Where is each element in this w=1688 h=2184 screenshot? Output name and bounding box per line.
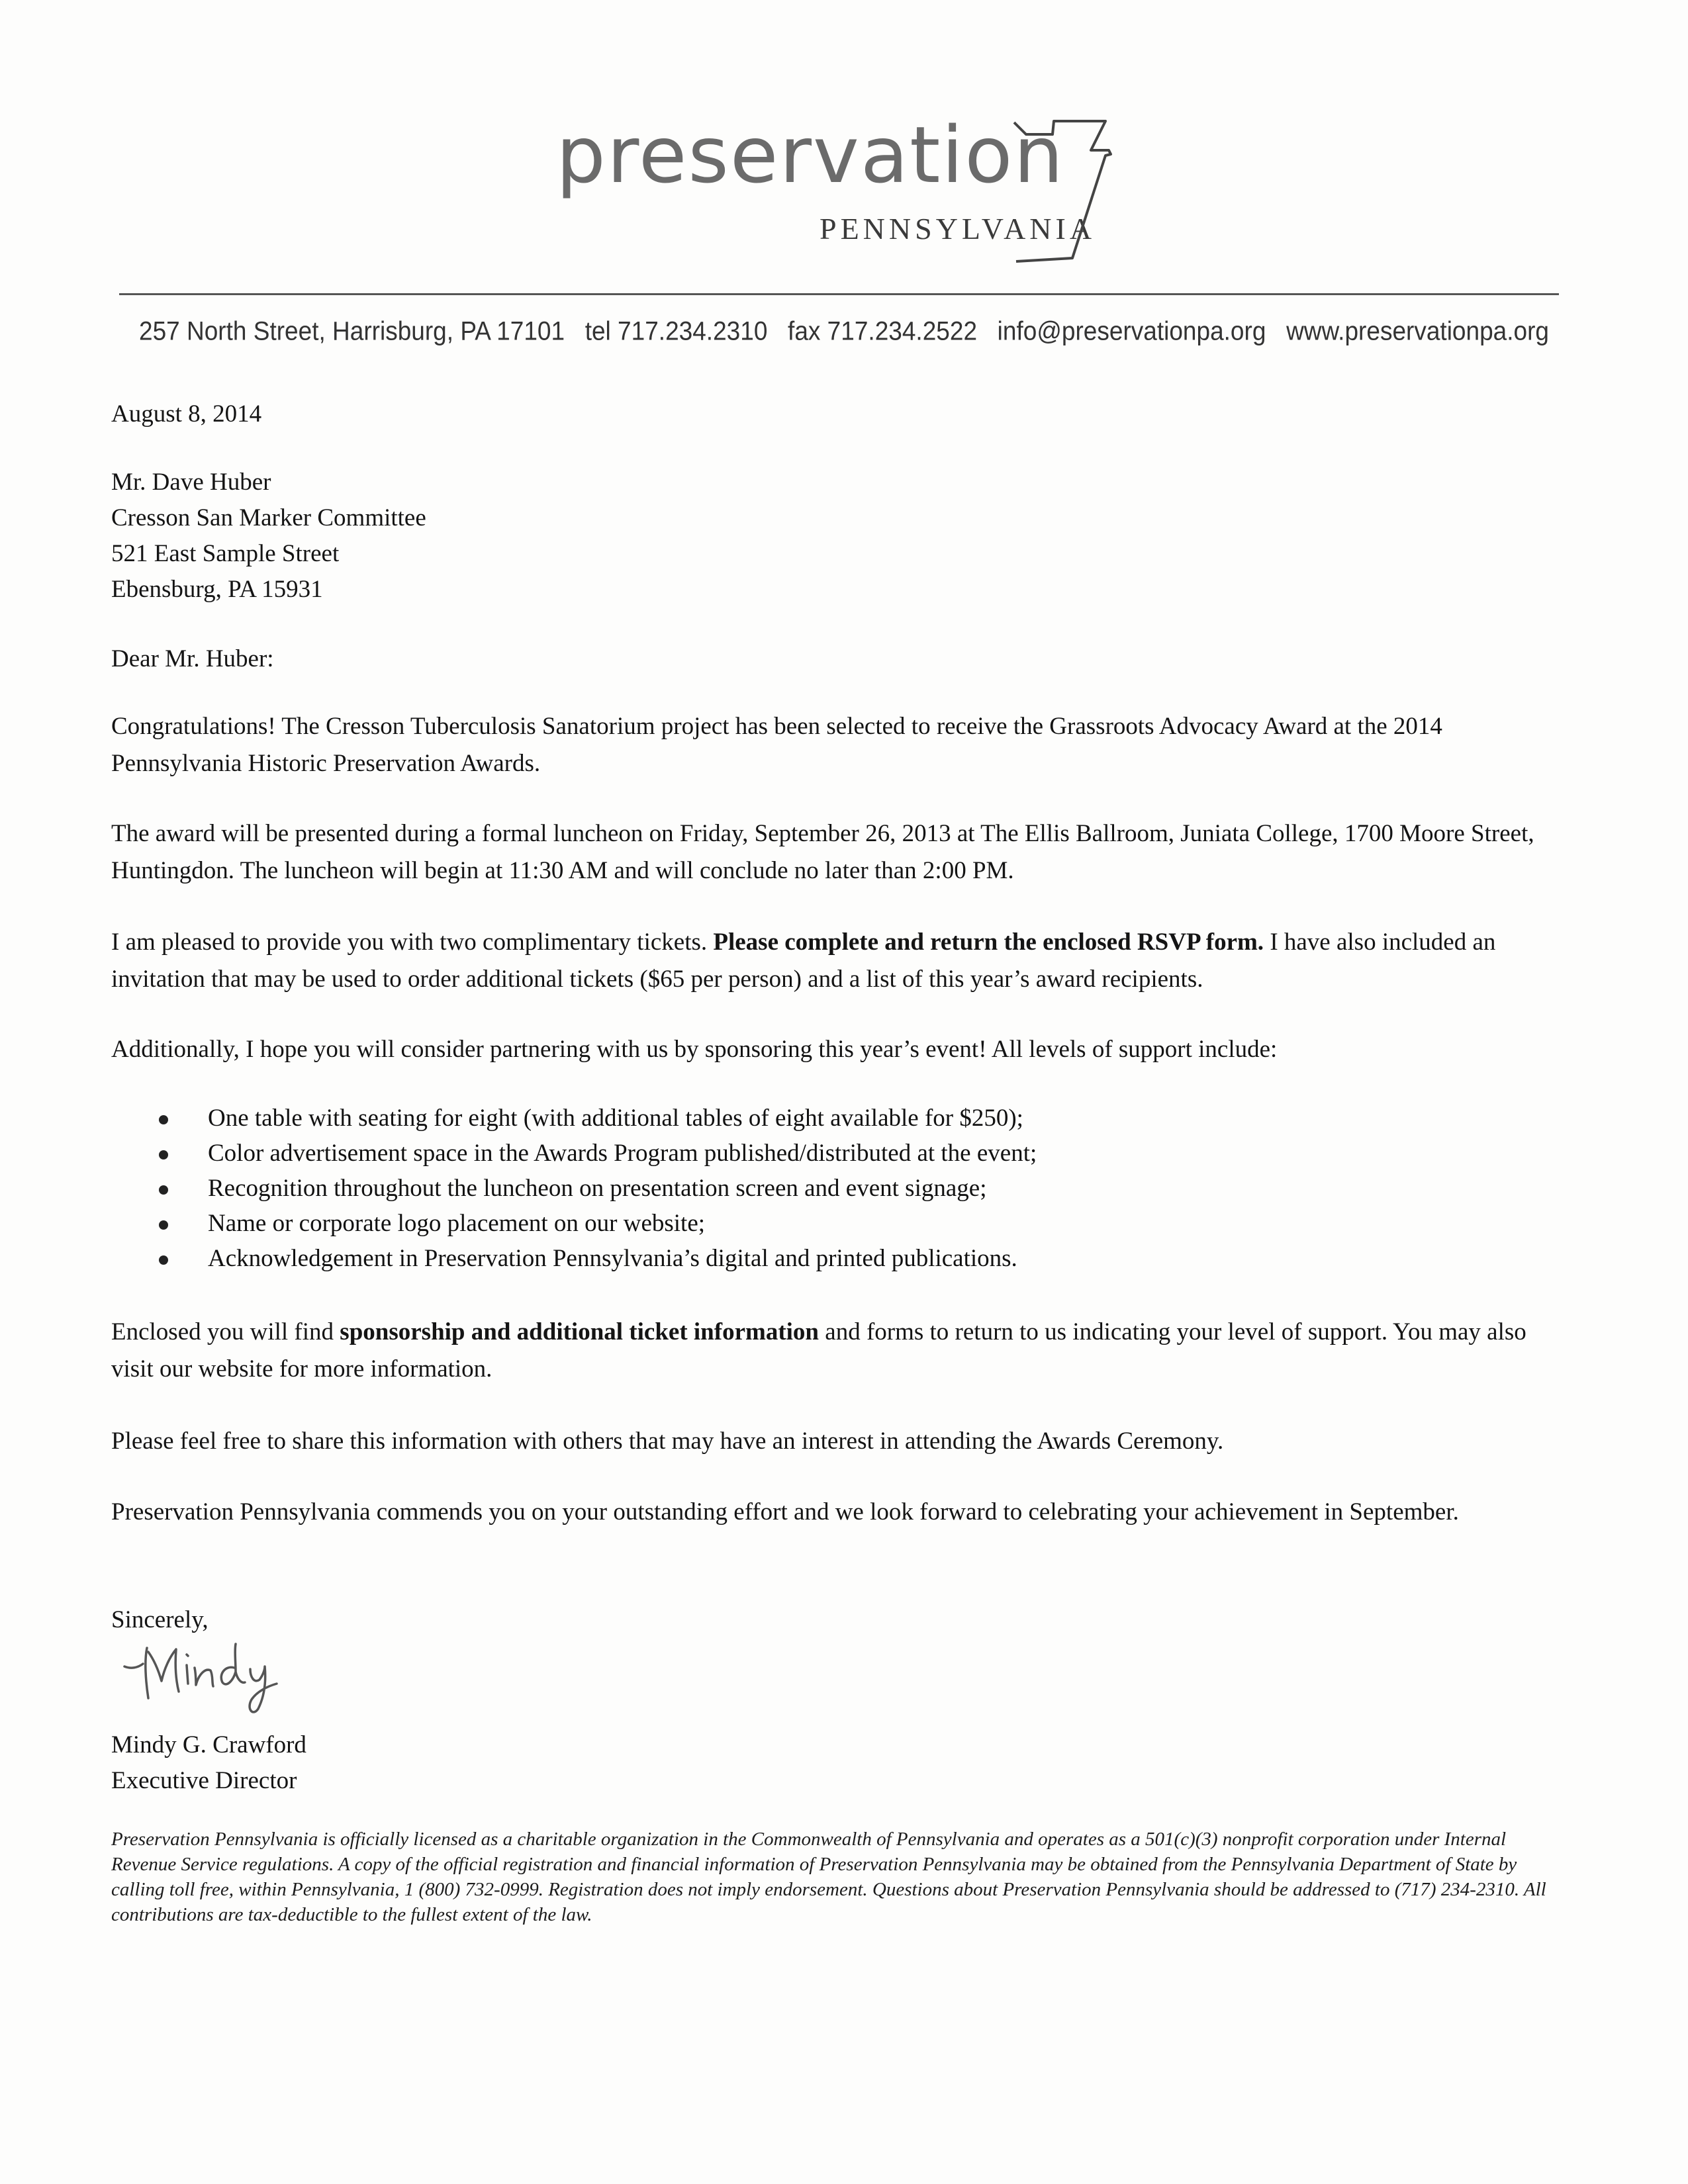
paragraph-commendation: Preservation Pennsylvania commends you on your outstanding effort and we look forward to celebrating your achievement in September. (111, 1498, 1459, 1525)
list-item: Acknowledgement in Preservation Pennsylvania’s digital and printed publications. (111, 1241, 1561, 1276)
letterhead-divider (119, 293, 1559, 295)
paragraph-enclosures-start: Enclosed you will find (111, 1318, 340, 1345)
recipient-organization: Cresson San Marker Committee (111, 504, 426, 531)
list-item: Color advertisement space in the Awards Program published/distributed at the event; (111, 1136, 1561, 1171)
paragraph-enclosures (111, 1314, 1561, 1388)
paragraph-tickets-end: I have also included an invitation that may be used to order additional tickets ($65 per person) and a list of this year’s award recipients. (111, 929, 1496, 993)
enclosure-highlight: sponsorship and additional ticket information (340, 1318, 820, 1345)
org-email: info@preservationpa.org (997, 316, 1266, 346)
bullet-icon (159, 1220, 168, 1230)
list-item: Recognition throughout the luncheon on presentation screen and event signage; (111, 1171, 1561, 1206)
letter-date: August 8, 2014 (111, 400, 262, 428)
closing: Sincerely, (111, 1606, 209, 1633)
bullet-icon (159, 1150, 168, 1160)
org-website: www.preservationpa.org (1286, 316, 1549, 346)
paragraph-enclosures-end: and forms to return to us indicating your level of support. You may also visit our website for more information. (111, 1318, 1526, 1383)
paragraph-sponsorship: Additionally, I hope you will consider partnering with us by sponsoring this year’s event! All levels of support include: (111, 1036, 1278, 1063)
org-address: 257 North Street, Harrisburg, PA 17101 (139, 316, 565, 346)
org-telephone: tel 717.234.2310 (585, 316, 768, 346)
handwritten-signature (118, 1635, 290, 1721)
sponsorship-benefits-list (111, 1101, 1561, 1276)
signer-title: Executive Director (111, 1767, 297, 1794)
paragraph-share: Please feel free to share this information with others that may have an interest in attending the Awards Ceremony. (111, 1428, 1224, 1455)
recipient-address (111, 465, 1561, 608)
list-item: Name or corporate logo placement on our website; (111, 1206, 1561, 1241)
paragraph-congratulations: Congratulations! The Cresson Tuberculosis Sanatorium project has been selected to receive the Grassroots Advocacy Award at the 2014 Pennsylvania Historic Preservation Awards. (111, 713, 1442, 777)
bullet-icon (159, 1185, 168, 1195)
org-fax: fax 717.234.2522 (788, 316, 978, 346)
paragraph-tickets (111, 924, 1561, 998)
list-item: One table with seating for eight (with additional tables of eight available for $250); (111, 1101, 1561, 1136)
keystone-icon (980, 116, 1139, 271)
logo-wordmark: preservation (556, 109, 1065, 201)
preservation-pennsylvania-logo (556, 109, 1139, 275)
rsvp-instruction: Please complete and return the enclosed RSVP form. (713, 929, 1264, 956)
bullet-icon (159, 1255, 168, 1265)
signer-name: Mindy G. Crawford (111, 1731, 306, 1758)
footer-legal-notice: Preservation Pennsylvania is officially licensed as a charitable organization in the Commonwealth of Pennsylvania and operates as a 501(c)(3) nonprofit corporation under Internal Revenue Service regulations. A copy of the official registration and financial information of Preservation Pennsylvania may be obtained from the Pennsylvania Department of State by calling toll free, within Pennsylvania, 1 (800) 732-0999. Registration does not imply endorsement. Questions about Preservation Pennsylvania should be addressed to (717) 234-2310. All contributions are tax-deductible to the fullest extent of the law. (111, 1829, 1546, 1925)
recipient-street: 521 East Sample Street (111, 540, 340, 567)
bullet-icon (159, 1115, 168, 1124)
paragraph-event-details: The award will be presented during a formal luncheon on Friday, September 26, 2013 at The Ellis Ballroom, Juniata College, 1700 Moore Street, Huntingdon. The luncheon will begin at 11:30 AM and will conclude no later than 2:00 PM. (111, 820, 1534, 884)
logo-subtitle: PENNSYLVANIA (820, 212, 1096, 246)
recipient-name: Mr. Dave Huber (111, 469, 271, 496)
paragraph-tickets-start: I am pleased to provide you with two complimentary tickets. (111, 929, 714, 956)
signer-block (111, 1727, 1561, 1799)
salutation: Dear Mr. Huber: (111, 645, 274, 672)
letterhead-contact-line (139, 316, 1549, 346)
recipient-city: Ebensburg, PA 15931 (111, 576, 323, 603)
